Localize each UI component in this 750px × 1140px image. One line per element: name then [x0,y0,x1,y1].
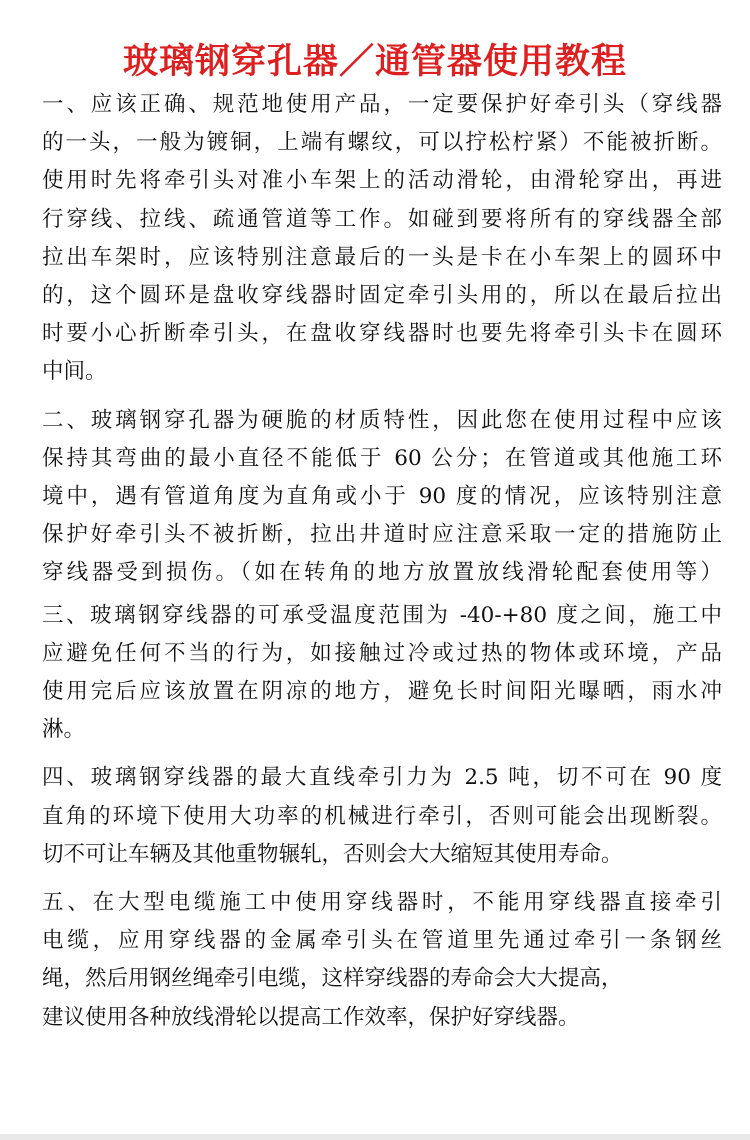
paragraph-line: 绳，然后用钢丝绳牵引电缆，这样穿线器的寿命会大大提高， [42,966,623,992]
paragraph-line: 时要小心折断牵引头，在盘收穿线器时也要先将牵引头卡在圆环 [42,321,722,347]
paragraph-line: 使用完后应该放置在阴凉的地方，避免长时间阳光曝晒，雨水冲 [42,679,722,705]
paragraph-1 [42,86,722,392]
bottom-divider [0,1134,750,1140]
paragraph-line: 保护好牵引头不被折断，拉出井道时应注意采取一定的措施防止 [42,522,722,548]
paragraph-line: 的，这个圆环是盘收穿线器时固定牵引头用的，所以在最后拉出 [42,283,722,309]
paragraph-line: 五、在大型电缆施工中使用穿线器时，不能用穿线器直接牵引 [42,890,722,916]
paragraph-line: 直角的环境下使用大功率的机械进行牵引，否则可能会出现断裂。 [42,803,722,829]
paragraph-line: 切不可让车辆及其他重物辗轧，否则会大大缩短其使用寿命。 [42,841,623,867]
paragraph-line: 保持其弯曲的最小直径不能低于 60 公分；在管道或其他施工环 [42,445,722,471]
paragraph-line: 境中，遇有管道角度为直角或小于 90 度的情况，应该特别注意 [42,484,722,510]
paragraph-line: 中间。 [42,359,107,385]
paragraph-line: 拉出车架时，应该特别注意最后的一头是卡在小车架上的圆环中 [42,244,722,270]
paragraph-2 [42,402,722,593]
paragraph-5 [42,884,722,1037]
paragraph-4 [42,759,722,874]
paragraph-line: 二、玻璃钢穿孔器为硬脆的材质特性，因此您在使用过程中应该 [42,407,722,433]
paragraph-line: 穿线器受到损伤。（如在转角的地方放置放线滑轮配套使用等） [42,560,722,586]
page-title: 玻璃钢穿孔器／通管器使用教程 [122,41,627,83]
paragraph-line: 淋。 [42,717,86,743]
paragraph-line: 的一头，一般为镀铜，上端有螺纹，可以拧松柠紧）不能被折断。 [42,130,722,156]
paragraph-line: 使用时先将牵引头对准小车架上的活动滑轮，由滑轮穿出，再进 [42,168,722,194]
paragraph-3 [42,597,722,750]
tutorial-content [42,86,722,1037]
paragraph-line: 应避免任何不当的行为，如接触过冷或过热的物体或环境，产品 [42,640,722,666]
paragraph-line: 行穿线、拉线、疏通管道等工作。如碰到要将所有的穿线器全部 [42,206,722,232]
paragraph-line: 建议使用各种放线滑轮以提高工作效率，保护好穿线器。 [42,1004,580,1030]
paragraph-line: 电缆，应用穿线器的金属牵引头在管道里先通过牵引一条钢丝 [42,928,722,954]
paragraph-line: 一、应该正确、规范地使用产品，一定要保护好牵引头（穿线器 [42,92,722,117]
paragraph-line: 三、玻璃钢穿线器的可承受温度范围为 -40-+80 度之间，施工中 [42,602,722,628]
paragraph-line: 四、玻璃钢穿线器的最大直线牵引力为 2.5 吨，切不可在 90 度 [42,765,722,791]
